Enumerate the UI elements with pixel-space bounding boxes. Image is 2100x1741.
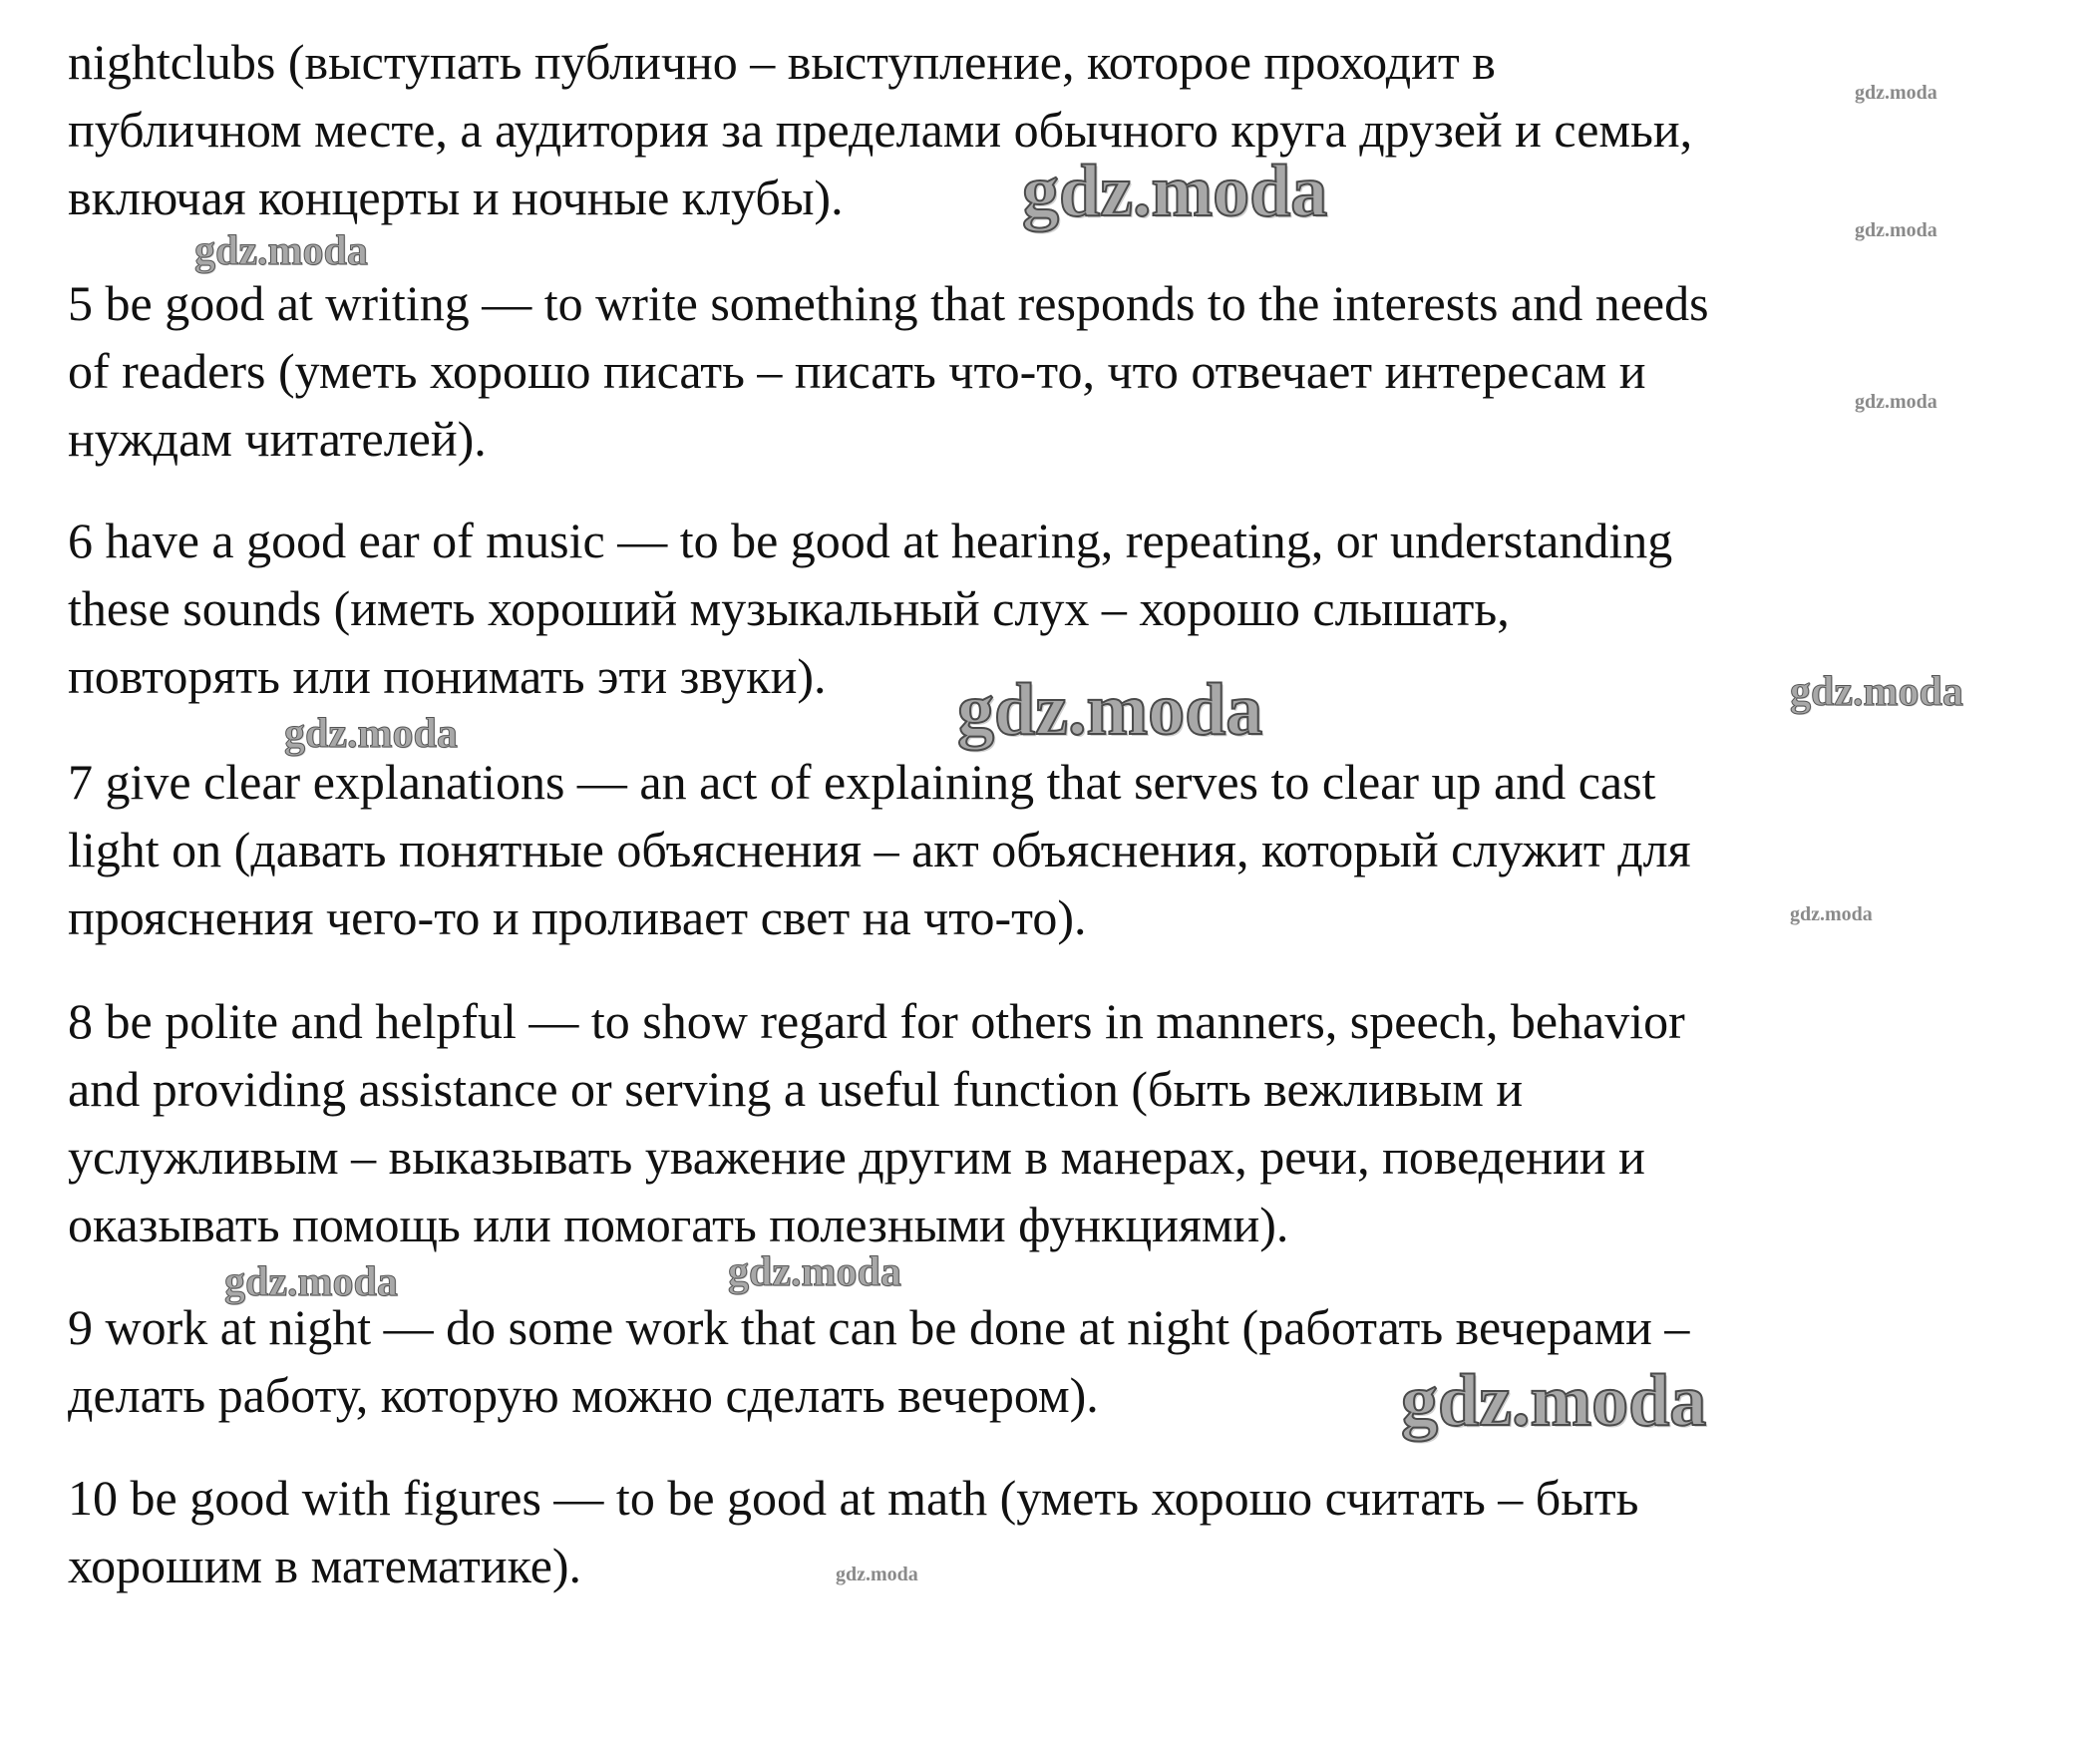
text-line: 7 give clear explanations — an act of explaining that serves to clear up and cast: [68, 754, 1656, 810]
text-line: публичном месте, а аудитория за пределами обычного круга друзей и семьи,: [68, 102, 1693, 158]
text-line: нуждам читателей).: [68, 411, 487, 467]
text-line: хорошим в математике).: [68, 1538, 582, 1593]
watermark: gdz.moda: [194, 228, 368, 274]
paragraph-item-5: [68, 269, 2022, 473]
watermark: gdz.moda: [836, 1564, 918, 1585]
watermark: gdz.moda: [1855, 82, 1937, 104]
text-line: включая концерты и ночные клубы).: [68, 170, 844, 225]
text-line: оказывать помощь или помогать полезными функциями).: [68, 1197, 1289, 1252]
text-line: 5 be good at writing — to write something that responds to the interests and needs: [68, 275, 1709, 331]
paragraph-item-7: [68, 748, 2022, 951]
text-line: прояснения чего-то и проливает свет на что-то).: [68, 889, 1087, 945]
text-line: nightclubs (выступать публично – выступление, которое проходит в: [68, 34, 1496, 90]
text-line: повторять или понимать эти звуки).: [68, 648, 827, 704]
paragraph-item-9: [68, 1293, 2022, 1429]
text-line: of readers (уметь хорошо писать – писать что-то, что отвечает интересам и: [68, 343, 1646, 399]
watermark: gdz.moda: [284, 711, 458, 757]
text-line: these sounds (иметь хороший музыкальный слух – хорошо слышать,: [68, 580, 1510, 636]
paragraph-item-10: [68, 1464, 2022, 1599]
text-line: 6 have a good ear of music — to be good at hearing, repeating, or understanding: [68, 513, 1673, 568]
watermark: gdz.moda: [1855, 219, 1937, 241]
paragraph-item-8: [68, 987, 2022, 1258]
watermark: gdz.moda: [1790, 903, 1873, 925]
text-line: and providing assistance or serving a useful function (быть вежливым и: [68, 1061, 1524, 1117]
text-line: light on (давать понятные объяснения – акт объяснения, который служит для: [68, 822, 1691, 877]
watermark: gdz.moda: [957, 669, 1263, 751]
text-line: делать работу, которую можно сделать вечером).: [68, 1367, 1099, 1423]
watermark: gdz.moda: [1790, 669, 1963, 715]
text-line: услужливым – выказывать уважение другим в манерах, речи, поведении и: [68, 1129, 1645, 1185]
text-line: 10 be good with figures — to be good at math (уметь хорошо считать – быть: [68, 1470, 1639, 1526]
watermark: gdz.moda: [224, 1259, 398, 1305]
text-line: 8 be polite and helpful — to show regard for others in manners, speech, behavior: [68, 993, 1685, 1049]
text-line: 9 work at night — do some work that can be done at night (работать вечерами –: [68, 1299, 1690, 1355]
watermark: gdz.moda: [1855, 391, 1937, 413]
watermark: gdz.moda: [1401, 1360, 1707, 1442]
watermark: gdz.moda: [1022, 151, 1328, 232]
watermark: gdz.moda: [728, 1249, 901, 1295]
